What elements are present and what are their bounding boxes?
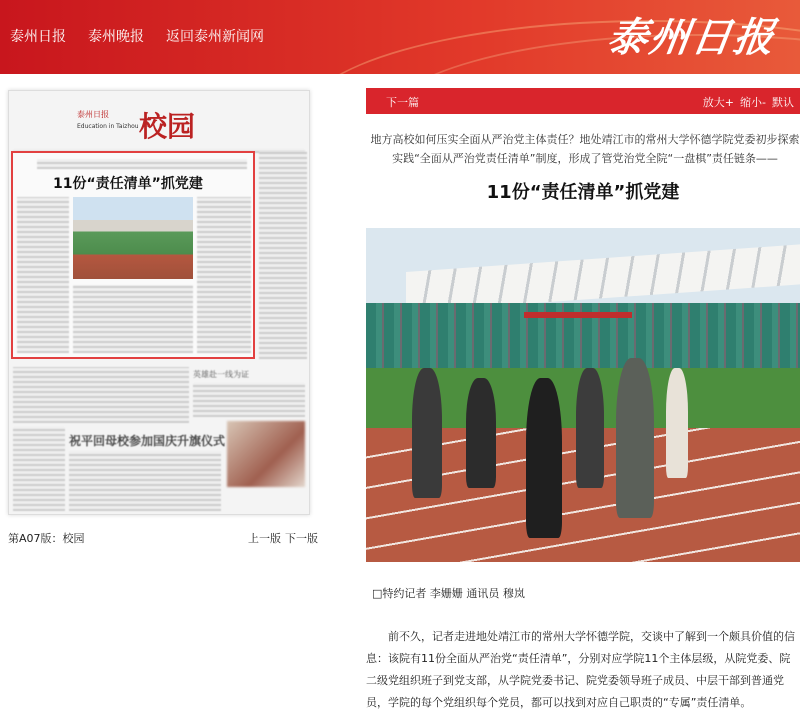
masthead-small: 泰州日报 bbox=[77, 110, 109, 119]
thumbnail-featured-headline: 11份“责任清单”抓党建 bbox=[53, 176, 203, 192]
article-byline: □特约记者 李姗姗 通讯员 穆岚 bbox=[372, 587, 525, 600]
photo-runner bbox=[576, 368, 604, 488]
nav-taizhou-evening[interactable]: 泰州晚报 bbox=[88, 29, 144, 45]
body-paragraph: 前不久，记者走进地处靖江市的常州大学怀德学院，交谈中了解到一个颇具价值的信息：该院有11份全面从严治党“责任清单”，分别对应学院11个主体层级，从院党委、院二级党组织班子到党支部，从学院党委书记、院党委领导班子成员、中层干部到普通党员，学院的每个党组织每个党员，都可以找到对应自己职责的“专属”责任清单。 bbox=[366, 630, 795, 709]
page-thumbnail[interactable] bbox=[8, 90, 310, 515]
text-column bbox=[73, 285, 193, 353]
section-title: 校园 bbox=[139, 110, 196, 143]
photo-runner bbox=[666, 368, 688, 478]
next-edition-link[interactable]: 下一版 bbox=[285, 532, 318, 545]
photo-runner bbox=[616, 358, 654, 518]
lead-text-block bbox=[37, 159, 247, 169]
nav-back-to-news-site[interactable]: 返回泰州新闻网 bbox=[166, 29, 264, 45]
bottom-photo bbox=[227, 421, 305, 487]
article-headline: 11份“责任清单”抓党建 bbox=[486, 182, 680, 203]
photo-banner bbox=[524, 312, 632, 318]
edition-pager bbox=[248, 530, 318, 546]
nav-taizhou-daily[interactable]: 泰州日报 bbox=[10, 29, 66, 45]
thumbnail-photo bbox=[73, 197, 193, 279]
font-size-controls bbox=[703, 94, 794, 110]
text-block bbox=[69, 451, 221, 511]
zoom-in-button[interactable]: 放大+ bbox=[702, 96, 735, 109]
side-headline: 英雄赴一线为证 bbox=[193, 370, 249, 379]
prev-edition-link[interactable]: 上一版 bbox=[248, 532, 281, 545]
masthead-english: Education in Taizhou bbox=[77, 123, 139, 130]
text-block bbox=[13, 367, 189, 423]
zoom-out-button[interactable]: 缩小- bbox=[740, 96, 766, 109]
top-nav bbox=[10, 26, 264, 46]
bottom-headline: 祝平回母校参加国庆升旗仪式 bbox=[69, 434, 226, 448]
text-block bbox=[13, 427, 65, 511]
site-header bbox=[0, 0, 800, 74]
text-block bbox=[193, 383, 305, 417]
thumbnail-masthead bbox=[69, 105, 269, 145]
brand-logo: 泰州日报 bbox=[604, 14, 779, 61]
edition-label: 第A07版：校园 bbox=[8, 532, 85, 545]
next-article-link[interactable]: 下一篇 bbox=[386, 96, 419, 109]
article-photo bbox=[366, 228, 800, 562]
article-body bbox=[366, 626, 800, 712]
photo-runner bbox=[412, 368, 442, 498]
photo-runner bbox=[466, 378, 496, 488]
text-column bbox=[197, 197, 251, 353]
photo-runner bbox=[526, 378, 562, 538]
side-text-column bbox=[259, 151, 307, 359]
text-column bbox=[17, 197, 69, 353]
article-lead: 地方高校如何压实全面从严治党主体责任？地处靖江市的常州大学怀德学院党委初步探索实践“全面从严治党责任清单”制度，形成了管党治党全院“一盘棋”责任链条—— bbox=[370, 133, 800, 165]
default-size-button[interactable]: 默认 bbox=[772, 96, 794, 109]
featured-article-area[interactable] bbox=[11, 151, 255, 359]
article-toolbar bbox=[366, 88, 800, 114]
